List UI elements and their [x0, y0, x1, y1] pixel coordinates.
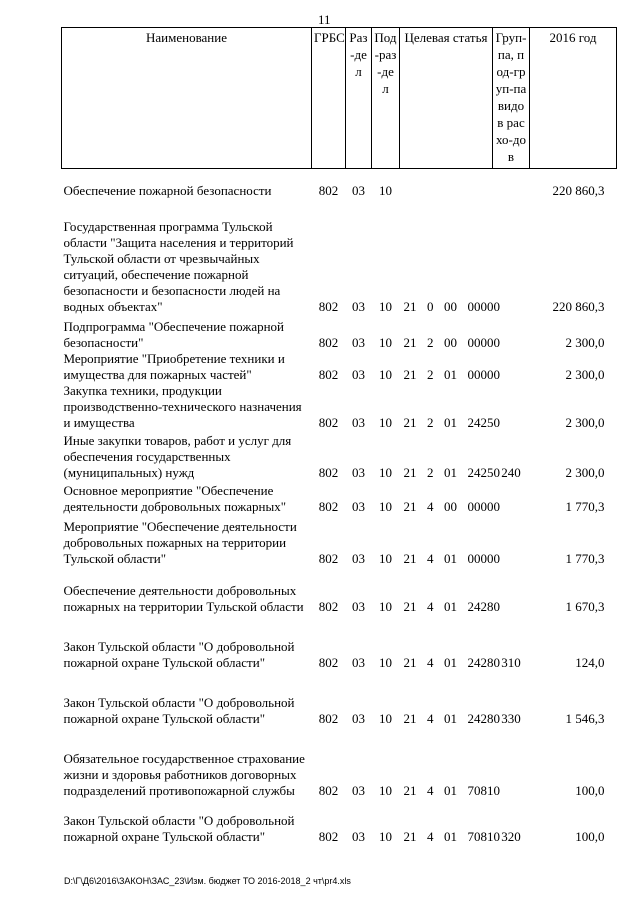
row-value: 1 670,3 [565, 598, 605, 614]
header-podrazdel: Под-раз-дел [372, 28, 400, 169]
row-cst: 21 4 01 24280 [403, 710, 500, 726]
table-row [62, 567, 617, 615]
row-razdel: 03 [352, 710, 365, 726]
row-vr: 240 [501, 464, 521, 480]
row-value: 220 860,3 [552, 182, 605, 198]
row-podrazdel: 10 [379, 498, 392, 514]
row-podrazdel: 10 [379, 182, 392, 198]
row-razdel: 03 [352, 550, 365, 566]
row-value: 100,0 [575, 828, 605, 844]
row-vr [493, 169, 530, 199]
row-grbs: 802 [318, 182, 339, 198]
row-value: 2 300,0 [565, 414, 605, 430]
row-name: Обеспечение пожарной безопасности [63, 182, 272, 198]
row-value: 124,0 [575, 654, 605, 670]
row-razdel: 03 [352, 782, 365, 798]
row-podrazdel: 10 [379, 710, 392, 726]
row-value: 2 300,0 [565, 464, 605, 480]
row-razdel: 03 [352, 498, 365, 514]
row-podrazdel: 10 [379, 298, 392, 314]
header-vr: Груп-па, под-груп-па видов расхо-дов [493, 28, 530, 169]
row-podrazdel: 10 [379, 414, 392, 430]
budget-table [61, 27, 617, 845]
table-row [62, 169, 617, 199]
row-value: 100,0 [575, 782, 605, 798]
row-value: 2 300,0 [565, 334, 605, 350]
row-grbs: 802 [318, 654, 339, 670]
row-razdel: 03 [352, 298, 365, 314]
row-name: Иные закупки товаров, работ и услуг для обеспечения государственных (муниципальных) нужд [63, 432, 292, 480]
table-row [62, 315, 617, 351]
row-razdel: 03 [352, 464, 365, 480]
table-row [62, 481, 617, 515]
row-grbs: 802 [318, 598, 339, 614]
row-cst: 21 4 01 24280 [403, 598, 500, 614]
row-podrazdel: 10 [379, 334, 392, 350]
row-name: Основное мероприятие "Обеспечение деятельности добровольных пожарных" [63, 482, 287, 514]
row-cst [400, 169, 493, 199]
file-path-footer: D:\Г\Д6\2016\ЗАКОН\ЗАС_23\Изм. бюджет ТО 2016-2018_2 чт\pr4.xls [64, 876, 351, 886]
row-grbs: 802 [318, 828, 339, 844]
row-podrazdel: 10 [379, 550, 392, 566]
row-cst: 21 4 01 24280 [403, 654, 500, 670]
header-grbs: ГРБС [312, 28, 346, 169]
row-razdel: 03 [352, 598, 365, 614]
row-podrazdel: 10 [379, 654, 392, 670]
row-value: 1 770,3 [565, 498, 605, 514]
row-name: Обеспечение деятельности добровольных пожарных на территории Тульской области [63, 582, 304, 614]
row-vr: 320 [501, 828, 521, 844]
row-grbs: 802 [318, 550, 339, 566]
row-grbs: 802 [318, 414, 339, 430]
row-vr: 310 [501, 654, 521, 670]
table-row [62, 351, 617, 383]
table-header-row [62, 28, 617, 169]
row-value: 220 860,3 [552, 298, 605, 314]
row-razdel: 03 [352, 654, 365, 670]
table-row [62, 727, 617, 799]
row-cst: 21 2 01 24250 [403, 414, 500, 430]
row-podrazdel: 10 [379, 464, 392, 480]
row-cst: 21 0 00 00000 [403, 298, 500, 314]
row-cst: 21 4 01 70810 [403, 828, 500, 844]
row-grbs: 802 [318, 782, 339, 798]
table-row [62, 383, 617, 431]
header-cst: Целевая статья [400, 28, 493, 169]
row-name: Мероприятие "Обеспечение деятельности добровольных пожарных на территории Тульской области" [63, 518, 297, 566]
row-grbs: 802 [318, 464, 339, 480]
row-cst: 21 4 01 70810 [403, 782, 500, 798]
row-razdel: 03 [352, 414, 365, 430]
row-vr: 330 [501, 710, 521, 726]
row-grbs: 802 [318, 298, 339, 314]
row-cst: 21 2 01 24250 [403, 464, 500, 480]
row-name: Подпрограмма "Обеспечение пожарной безопасности" [63, 318, 285, 350]
row-grbs: 802 [318, 366, 339, 382]
row-razdel: 03 [352, 182, 365, 198]
row-vr [493, 199, 530, 315]
row-name: Закон Тульской области "О добровольной пожарной охране Тульской области" [63, 638, 295, 670]
row-value: 1 770,3 [565, 550, 605, 566]
row-cst: 21 2 00 00000 [403, 334, 500, 350]
row-podrazdel: 10 [379, 782, 392, 798]
table-row [62, 615, 617, 671]
row-name: Закупка техники, продукции производственно-технического назначения и имущества [63, 382, 302, 430]
row-podrazdel: 10 [379, 366, 392, 382]
table-row [62, 799, 617, 845]
row-name: Государственная программа Тульской области "Защита населения и территорий Тульской области от чрезвычайных ситуаций, обеспечение пожарной безопасности и безопасности людей на водных объектах" [63, 218, 294, 314]
row-razdel: 03 [352, 366, 365, 382]
table-row [62, 671, 617, 727]
row-name: Закон Тульской области "О добровольной пожарной охране Тульской области" [63, 812, 295, 844]
table-row [62, 431, 617, 481]
row-grbs: 802 [318, 710, 339, 726]
row-grbs: 802 [318, 498, 339, 514]
row-cst: 21 4 01 00000 [403, 550, 500, 566]
row-name: Мероприятие "Приобретение техники и имущества для пожарных частей" [63, 350, 285, 382]
table-row [62, 199, 617, 315]
row-razdel: 03 [352, 334, 365, 350]
page-number: 11 [318, 12, 331, 27]
row-name: Закон Тульской области "О добровольной пожарной охране Тульской области" [63, 694, 295, 726]
row-podrazdel: 10 [379, 598, 392, 614]
row-grbs: 802 [318, 334, 339, 350]
row-value: 1 546,3 [565, 710, 605, 726]
header-name: Наименование [62, 28, 312, 169]
header-year: 2016 год [530, 28, 617, 169]
row-podrazdel: 10 [379, 828, 392, 844]
row-cst: 21 4 00 00000 [403, 498, 500, 514]
row-cst: 21 2 01 00000 [403, 366, 500, 382]
header-razdel: Раз-дел [346, 28, 372, 169]
row-name: Обязательное государственное страхование жизни и здоровья работников договорных подразделений противопожарной службы [63, 750, 305, 798]
row-value: 2 300,0 [565, 366, 605, 382]
row-razdel: 03 [352, 828, 365, 844]
table-row [62, 515, 617, 567]
